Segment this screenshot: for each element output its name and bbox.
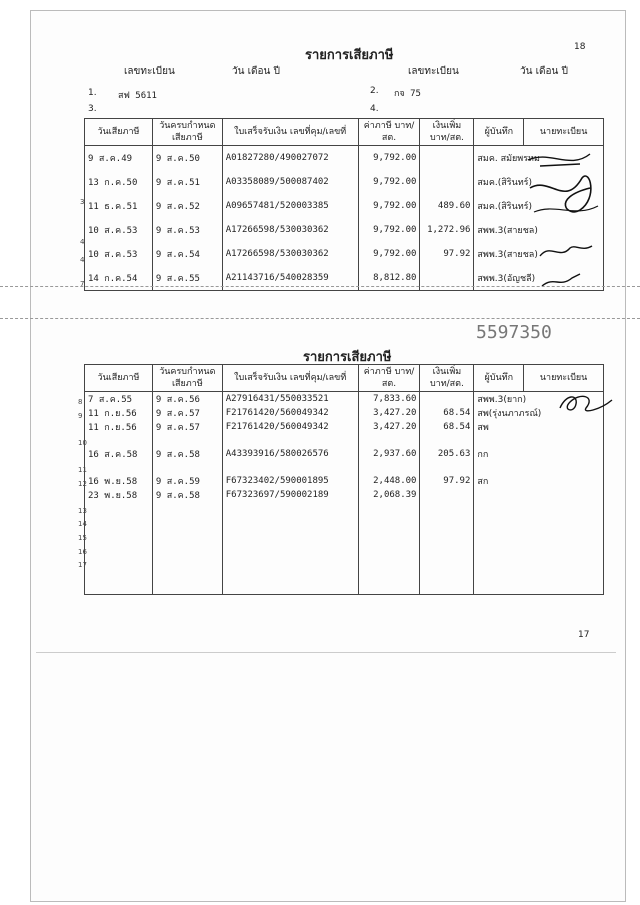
registrar-signature-icon <box>556 388 616 418</box>
cell-receipt: A01827280/490027072 <box>222 146 358 171</box>
table-row <box>85 502 604 515</box>
cell-due <box>152 434 222 447</box>
cell-receipt: A03358089/500087402 <box>222 170 358 194</box>
table-row <box>85 447 604 461</box>
reg-header-1: เลขทะเบียน <box>124 66 175 77</box>
cell-recorder: สมค. สมัยพรหม <box>474 146 604 171</box>
cell-surcharge: 68.54 <box>420 420 474 434</box>
row-number: 11 <box>78 466 87 474</box>
cell-receipt <box>222 515 358 528</box>
cell-receipt <box>222 434 358 447</box>
cell-surcharge <box>420 502 474 515</box>
cell-recorder: สมค.(สิรินทร์) <box>474 194 604 218</box>
cell-recorder <box>474 488 604 502</box>
cell-tax <box>358 541 420 554</box>
row-number: 15 <box>78 534 87 542</box>
cell-due <box>152 461 222 474</box>
cell-due <box>152 515 222 528</box>
cell-recorder: สพพ.3(สายชล) <box>474 242 604 266</box>
cell-tax <box>358 528 420 541</box>
row-number: 7 <box>80 280 85 288</box>
cell-paid: 14 ก.ค.54 <box>85 266 153 291</box>
cell-tax <box>358 502 420 515</box>
reg-entry-1-num: 1. <box>88 88 97 98</box>
cell-tax: 9,792.00 <box>358 170 420 194</box>
table-row <box>85 474 604 488</box>
table-row <box>85 420 604 434</box>
cell-tax: 2,937.60 <box>358 447 420 461</box>
cell-surcharge: 489.60 <box>420 194 474 218</box>
table-row <box>85 392 604 407</box>
cell-paid <box>85 434 153 447</box>
row-number: 16 <box>78 547 87 556</box>
scan-divider-bottom <box>0 318 640 319</box>
section1-title: รายการเสียภาษี <box>305 48 394 63</box>
cell-paid: 16 ส.ค.58 <box>85 447 153 461</box>
col-surcharge: เงินเพิ่ม บาท/สต. <box>420 119 474 146</box>
row-number: 8 <box>78 398 83 406</box>
table-row <box>85 541 604 554</box>
cell-paid: 10 ส.ค.53 <box>85 218 153 242</box>
cell-due: 9 ส.ค.56 <box>152 392 222 407</box>
cell-recorder <box>474 554 604 595</box>
cell-due <box>152 554 222 595</box>
cell-recorder <box>474 515 604 528</box>
section2-table <box>84 364 604 595</box>
cell-tax: 7,833.60 <box>358 392 420 407</box>
cell-due: 9 ส.ค.57 <box>152 420 222 434</box>
table-row <box>85 515 604 528</box>
col-registrar: นายทะเบียน <box>524 365 604 392</box>
cell-receipt <box>222 502 358 515</box>
cell-receipt: A17266598/530030362 <box>222 242 358 266</box>
col-receipt: ใบเสร็จรับเงิน เลขที่คุม/เลขที่ <box>222 365 358 392</box>
cell-receipt <box>222 554 358 595</box>
cell-paid: 23 พ.ย.58 <box>85 488 153 502</box>
cell-receipt: F67323697/590002189 <box>222 488 358 502</box>
cell-recorder <box>474 502 604 515</box>
cell-tax: 9,792.00 <box>358 242 420 266</box>
table-row <box>85 554 604 595</box>
cell-recorder <box>474 434 604 447</box>
cell-recorder: สพ <box>474 420 604 434</box>
cell-receipt: F21761420/560049342 <box>222 406 358 420</box>
cell-recorder: สพ(รุ่งนภาภรณ์) <box>474 406 604 420</box>
cell-receipt: A17266598/530030362 <box>222 218 358 242</box>
cell-receipt <box>222 541 358 554</box>
row-number: 17 <box>78 561 87 570</box>
cell-receipt: F67323402/590001895 <box>222 474 358 488</box>
cell-paid: 11 ก.ย.56 <box>85 420 153 434</box>
row-number: 10 <box>78 438 87 447</box>
cell-recorder: กก <box>474 447 604 461</box>
cell-paid: 10 ส.ค.53 <box>85 242 153 266</box>
cell-surcharge: 97.92 <box>420 474 474 488</box>
cell-receipt <box>222 461 358 474</box>
row-number: 4 <box>80 256 85 264</box>
cell-due: 9 ส.ค.54 <box>152 242 222 266</box>
cell-recorder: สมค.(สิรินทร์) <box>474 170 604 194</box>
col-receipt: ใบเสร็จรับเงิน เลขที่คุม/เลขที่ <box>222 119 358 146</box>
stamp-number: 5597350 <box>476 322 552 343</box>
scan-divider-top <box>0 286 640 287</box>
cell-tax: 9,792.00 <box>358 146 420 171</box>
row-number: 14 <box>78 520 87 529</box>
cell-tax: 2,068.39 <box>358 488 420 502</box>
cell-surcharge: 97.92 <box>420 242 474 266</box>
row-number: 4 <box>80 238 85 246</box>
cell-paid: 13 ก.ค.50 <box>85 170 153 194</box>
cell-paid <box>85 554 153 595</box>
cell-recorder: สพพ.3(สายชล) <box>474 218 604 242</box>
registrar-signatures-icon <box>520 148 610 293</box>
reg-entry-3-num: 3. <box>88 104 97 114</box>
cell-recorder <box>474 528 604 541</box>
cell-tax <box>358 554 420 595</box>
cell-paid: 7 ส.ค.55 <box>85 392 153 407</box>
reg-entry-4-num: 4. <box>370 104 379 114</box>
cell-due: 9 ส.ค.53 <box>152 218 222 242</box>
cell-paid <box>85 528 153 541</box>
reg-header-4: วัน เดือน ปี <box>520 66 568 77</box>
reg-entry-1-value: สฟ 5611 <box>118 91 157 101</box>
col-recorder: ผู้บันทึก <box>474 119 524 146</box>
cell-receipt: A09657481/520003385 <box>222 194 358 218</box>
cell-surcharge <box>420 146 474 171</box>
cell-due: 9 ส.ค.58 <box>152 447 222 461</box>
reg-entry-2-value: กจ 75 <box>394 89 421 99</box>
cell-due <box>152 502 222 515</box>
table-row <box>85 434 604 447</box>
col-recorder: ผู้บันทึก <box>474 365 524 392</box>
cell-tax: 3,427.20 <box>358 420 420 434</box>
cell-receipt: F21761420/560049342 <box>222 420 358 434</box>
section1-header-row <box>85 119 604 146</box>
cell-tax: 9,792.00 <box>358 194 420 218</box>
table-row <box>85 406 604 420</box>
cell-tax: 3,427.20 <box>358 406 420 420</box>
table-row <box>85 461 604 474</box>
reg-header-3: เลขทะเบียน <box>408 66 459 77</box>
table-row <box>85 488 604 502</box>
col-surcharge: เงินเพิ่ม บาท/สต. <box>420 365 474 392</box>
section2-page-number: 17 <box>578 630 590 640</box>
cell-tax <box>358 461 420 474</box>
cell-due: 9 ส.ค.55 <box>152 266 222 291</box>
cell-surcharge <box>420 170 474 194</box>
cell-tax <box>358 434 420 447</box>
col-paid-date: วันเสียภาษี <box>85 119 153 146</box>
cell-surcharge <box>420 392 474 407</box>
cell-paid <box>85 461 153 474</box>
cell-paid: 11 ก.ย.56 <box>85 406 153 420</box>
table-row <box>85 528 604 541</box>
col-due-date: วันครบกำหนด เสียภาษี <box>152 365 222 392</box>
section2-title: รายการเสียภาษี <box>303 350 392 365</box>
cell-due <box>152 528 222 541</box>
cell-due: 9 ส.ค.51 <box>152 170 222 194</box>
cell-due: 9 ส.ค.50 <box>152 146 222 171</box>
col-due-date: วันครบกำหนด เสียภาษี <box>152 119 222 146</box>
cell-due: 9 ส.ค.59 <box>152 474 222 488</box>
col-paid-date: วันเสียภาษี <box>85 365 153 392</box>
cell-receipt <box>222 528 358 541</box>
cell-recorder: สก <box>474 474 604 488</box>
cell-surcharge: 68.54 <box>420 406 474 420</box>
cell-paid: 11 ธ.ค.51 <box>85 194 153 218</box>
cell-paid <box>85 541 153 554</box>
cell-recorder <box>474 461 604 474</box>
cell-paid: 9 ส.ค.49 <box>85 146 153 171</box>
cell-due: 9 ส.ค.58 <box>152 488 222 502</box>
cell-paid <box>85 502 153 515</box>
cell-due <box>152 541 222 554</box>
row-number: 3 <box>80 198 85 206</box>
cell-surcharge: 205.63 <box>420 447 474 461</box>
cell-receipt: A43393916/580026576 <box>222 447 358 461</box>
row-number: 13 <box>78 506 87 515</box>
cell-surcharge <box>420 515 474 528</box>
cell-receipt: A27916431/550033521 <box>222 392 358 407</box>
cell-surcharge <box>420 528 474 541</box>
cell-tax: 8,812.80 <box>358 266 420 291</box>
col-tax: ค่าภาษี บาท/สต. <box>358 365 420 392</box>
cell-tax: 2,448.00 <box>358 474 420 488</box>
cell-surcharge <box>420 488 474 502</box>
reg-entry-2-num: 2. <box>370 86 379 96</box>
cell-tax <box>358 515 420 528</box>
row-number: 12 <box>78 479 87 488</box>
cell-surcharge <box>420 434 474 447</box>
cell-surcharge <box>420 541 474 554</box>
col-registrar: นายทะเบียน <box>524 119 604 146</box>
cell-recorder: สพพ.3(ยาก) <box>474 392 604 407</box>
cell-surcharge <box>420 554 474 595</box>
cell-recorder: สพพ.3(อัญชลี) <box>474 266 604 291</box>
cell-surcharge <box>420 461 474 474</box>
reg-header-2: วัน เดือน ปี <box>232 66 280 77</box>
cell-due: 9 ส.ค.57 <box>152 406 222 420</box>
cell-recorder <box>474 541 604 554</box>
cell-paid: 16 พ.ย.58 <box>85 474 153 488</box>
cell-tax: 9,792.00 <box>358 218 420 242</box>
section2-header-row <box>85 365 604 392</box>
row-number: 9 <box>78 411 83 420</box>
section1-page-number: 18 <box>574 42 586 52</box>
cell-due: 9 ส.ค.52 <box>152 194 222 218</box>
cell-paid <box>85 515 153 528</box>
page-divider <box>36 652 616 653</box>
cell-receipt: A21143716/540028359 <box>222 266 358 291</box>
cell-surcharge: 1,272.96 <box>420 218 474 242</box>
col-tax: ค่าภาษี บาท/สต. <box>358 119 420 146</box>
